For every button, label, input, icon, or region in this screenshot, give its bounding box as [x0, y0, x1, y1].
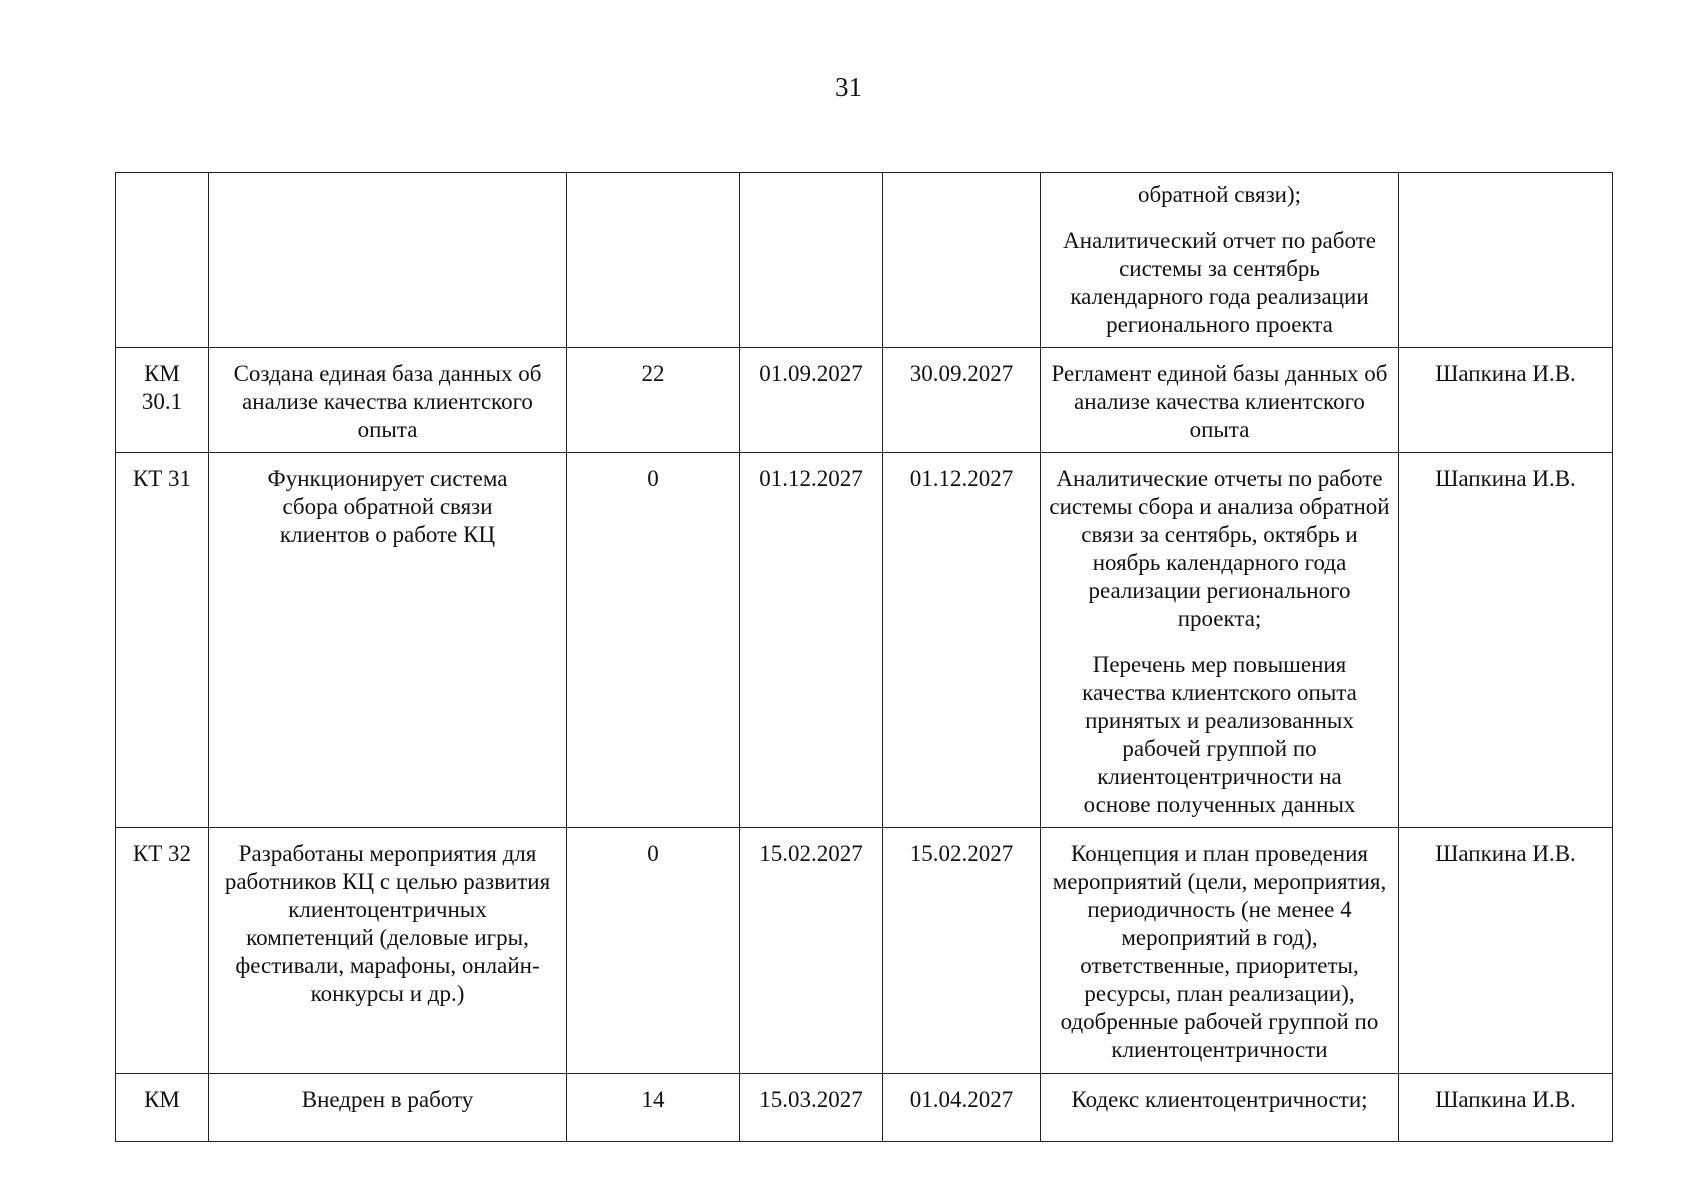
duration-cell [567, 173, 740, 348]
name-cell [209, 173, 567, 348]
end-date-cell: 15.02.2027 [883, 828, 1041, 1074]
result-paragraph: Аналитический отчет по работе системы за сентябрь календарного года реализации регионального проекта [1063, 228, 1376, 337]
responsible-cell: Шапкина И.В. [1399, 828, 1613, 1074]
start-date-cell: 15.02.2027 [740, 828, 883, 1074]
table-row [116, 173, 1613, 348]
end-date-cell: 01.12.2027 [883, 453, 1041, 828]
start-date-cell [740, 173, 883, 348]
result-cell [1041, 828, 1399, 1074]
result-cell [1041, 173, 1399, 348]
result-paragraph: Перечень мер повышения качества клиентского опыта принятых и реализованных рабочей группой по клиентоцентричности на основе полученных данных [1082, 652, 1357, 817]
duration-cell: 0 [567, 828, 740, 1074]
name-cell: Разработаны мероприятия для работников КЦ с целью развития клиентоцентричных компетенций (деловые игры, фестивали, марафоны, онлайн-конкурсы и др.) [209, 828, 567, 1074]
name-cell: Создана единая база данных об анализе качества клиентского опыта [209, 348, 567, 453]
table-row [116, 828, 1613, 1074]
result-paragraph: Концепция и план проведения мероприятий (цели, мероприятия, периодичность (не менее 4 мероприятий в год), ответственные, приоритеты, ресурсы, план реализации), одобренные рабочей группой по клиентоцентричности [1052, 841, 1387, 1062]
result-paragraph: обратной связи); [1137, 182, 1302, 207]
start-date-cell: 15.03.2027 [740, 1074, 883, 1142]
responsible-cell: Шапкина И.В. [1399, 1074, 1613, 1142]
start-date-cell: 01.12.2027 [740, 453, 883, 828]
result-cell [1041, 453, 1399, 828]
milestones-table [115, 172, 1613, 1142]
end-date-cell: 01.04.2027 [883, 1074, 1041, 1142]
code-cell: КТ 31 [116, 453, 209, 828]
code-cell [116, 173, 209, 348]
responsible-cell: Шапкина И.В. [1399, 453, 1613, 828]
page-number: 31 [835, 72, 862, 102]
responsible-cell [1399, 173, 1613, 348]
code-cell: КМ 30.1 [116, 348, 209, 453]
end-date-cell [883, 173, 1041, 348]
responsible-cell: Шапкина И.В. [1399, 348, 1613, 453]
start-date-cell: 01.09.2027 [740, 348, 883, 453]
duration-cell: 14 [567, 1074, 740, 1142]
result-paragraph: Регламент единой базы данных об анализе качества клиентского опыта [1051, 361, 1388, 442]
end-date-cell: 30.09.2027 [883, 348, 1041, 453]
result-cell [1041, 1074, 1399, 1142]
table-row [116, 1074, 1613, 1142]
table-row [116, 453, 1613, 828]
code-cell: КМ [116, 1074, 209, 1142]
result-paragraph: Кодекс клиентоцентричности; [1071, 1087, 1368, 1112]
name-cell: Функционирует система сбора обратной связи клиентов о работе КЦ [209, 453, 567, 828]
code-cell: КТ 32 [116, 828, 209, 1074]
duration-cell: 22 [567, 348, 740, 453]
table-row [116, 348, 1613, 453]
duration-cell: 0 [567, 453, 740, 828]
result-cell [1041, 348, 1399, 453]
result-paragraph: Аналитические отчеты по работе системы сбора и анализа обратной связи за сентябрь, октябрь и ноябрь календарного года реализации регионального проекта; [1049, 466, 1390, 631]
name-cell: Внедрен в работу [209, 1074, 567, 1142]
